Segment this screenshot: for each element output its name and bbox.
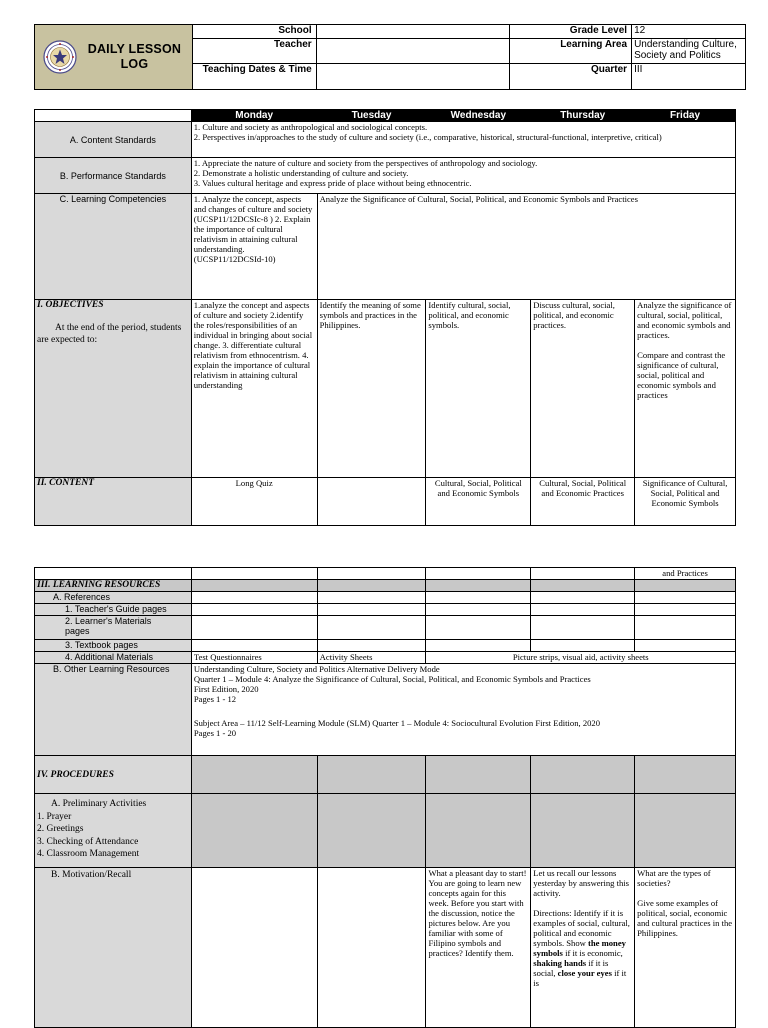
motivation-thursday: Let us recall our lessons yesterday by answering this activity. Directions: Identify if it is examples of social, cultural, political and economic symbols. Show the money symbols if it is economic, shaking hands if it is social, close your eyes if it is bbox=[531, 868, 635, 1028]
references-label: A. References bbox=[35, 592, 192, 604]
day-header-friday: Friday bbox=[635, 110, 736, 122]
learning-area-label: Learning Area bbox=[510, 39, 632, 63]
performance-standards-text: 1. Appreciate the nature of culture and society from the perspectives of anthropology and sociology. 2. Demonstrate a holistic understanding of culture and society. 3. Values cultural heritage and express pride of place without being ethnocentric. bbox=[191, 158, 735, 194]
learning-competencies-label: C. Learning Competencies bbox=[35, 194, 192, 300]
objectives-intro: At the end of the period, students are expected to: bbox=[37, 323, 182, 345]
objectives-wednesday: Identify cultural, social, political, and economic symbols. bbox=[426, 300, 531, 478]
teaching-dates-value bbox=[316, 63, 510, 89]
learning-resources-heading: III. LEARNING RESOURCES bbox=[35, 580, 192, 592]
tg-mon bbox=[191, 604, 317, 616]
procedures-tue bbox=[317, 756, 426, 794]
content-friday: Significance of Cultural, Social, Political and Economic Symbols bbox=[635, 478, 736, 526]
tg-fri bbox=[635, 604, 736, 616]
objectives-monday: 1.analyze the concept and aspects of culture and society 2.identify the roles/responsibilities of an individual in bringing about social change. 3. differentiate cultural relativism from ethnocentrism. 4. explain the importance of cultural relativism in attaining cultural understanding bbox=[191, 300, 317, 478]
resources-mon bbox=[191, 580, 317, 592]
preliminary-activities-label: A. Preliminary Activities 1. Prayer 2. Greetings 3. Checking of Attendance 4. Classroom Management bbox=[35, 794, 192, 868]
prelim-wed bbox=[426, 794, 531, 868]
lm-tue bbox=[317, 616, 426, 640]
continuation-wed bbox=[426, 568, 531, 580]
continuation-mon bbox=[191, 568, 317, 580]
resources-wed bbox=[426, 580, 531, 592]
additional-tuesday: Activity Sheets bbox=[317, 652, 426, 664]
textbook-thu bbox=[531, 640, 635, 652]
prelim-thu bbox=[531, 794, 635, 868]
tg-thu bbox=[531, 604, 635, 616]
additional-materials-label: 4. Additional Materials bbox=[35, 652, 192, 664]
day-header-thursday: Thursday bbox=[531, 110, 635, 122]
content-standards-text: 1. Culture and society as anthropological and sociological concepts. 2. Perspectives in/approaches to the study of culture and society (i.e., comparative, historical, structural-functional, interpretive, critical) bbox=[191, 122, 735, 158]
school-value bbox=[316, 25, 510, 39]
document-title: DAILY LESSON LOG bbox=[87, 42, 182, 71]
other-resources-label: B. Other Learning Resources bbox=[35, 664, 192, 756]
grade-level-label: Grade Level bbox=[510, 25, 632, 39]
prelim-mon bbox=[191, 794, 317, 868]
teacher-value bbox=[316, 39, 510, 63]
motivation-friday: What are the types of societies? Give some examples of political, social, economic and cultural practices in the Philippines. bbox=[635, 868, 736, 1028]
procedures-wed bbox=[426, 756, 531, 794]
procedures-heading: IV. PROCEDURES bbox=[35, 756, 192, 794]
continuation-thu bbox=[531, 568, 635, 580]
corner-cell bbox=[35, 110, 192, 122]
lm-wed bbox=[426, 616, 531, 640]
content-thursday: Cultural, Social, Political and Economic Practices bbox=[531, 478, 635, 526]
performance-standards-label: B. Performance Standards bbox=[35, 158, 192, 194]
textbook-label: 3. Textbook pages bbox=[35, 640, 192, 652]
objectives-label-cell bbox=[35, 300, 192, 478]
procedures-mon bbox=[191, 756, 317, 794]
other-resources-text: Understanding Culture, Society and Politics Alternative Delivery Mode Quarter 1 – Module 4: Analyze the Significance of Cultural, Social, Political, and Economic Symbols and Practices First Edition, 2020 Pages 1 - 12 Subject Area – 11/12 Self-Learning Module (SLM) Quarter 1 – Module 4: Sociocultural Evolution First Edition, 2020 Pages 1 - 20 bbox=[191, 664, 735, 756]
references-mon bbox=[191, 592, 317, 604]
learning-area-value: Understanding Culture, Society and Politics bbox=[632, 39, 746, 63]
resources-thu bbox=[531, 580, 635, 592]
learners-materials-label: 2. Learner's Materials pages bbox=[35, 616, 192, 640]
tg-tue bbox=[317, 604, 426, 616]
school-label: School bbox=[192, 25, 316, 39]
objectives-heading: I. OBJECTIVES bbox=[37, 300, 104, 310]
continuation-row-label bbox=[35, 568, 192, 580]
deped-seal-icon bbox=[43, 40, 77, 74]
procedures-fri bbox=[635, 756, 736, 794]
content-tuesday bbox=[317, 478, 426, 526]
content-friday-continued: and Practices bbox=[635, 568, 736, 580]
continuation-tue bbox=[317, 568, 426, 580]
teachers-guide-label: 1. Teacher's Guide pages bbox=[35, 604, 192, 616]
quarter-value: III bbox=[632, 63, 746, 89]
logo-cell bbox=[35, 25, 193, 90]
additional-wed-fri: Picture strips, visual aid, activity sheets bbox=[426, 652, 736, 664]
lesson-table-page2 bbox=[34, 567, 736, 1028]
grade-level-value: 12 bbox=[632, 25, 746, 39]
prelim-fri bbox=[635, 794, 736, 868]
content-heading: II. CONTENT bbox=[35, 478, 192, 526]
quarter-label: Quarter bbox=[510, 63, 632, 89]
teacher-label: Teacher bbox=[192, 39, 316, 63]
teaching-dates-label: Teaching Dates & Time bbox=[192, 63, 316, 89]
day-header-monday: Monday bbox=[191, 110, 317, 122]
header-table bbox=[34, 24, 746, 90]
lm-thu bbox=[531, 616, 635, 640]
competencies-tue-fri: Analyze the Significance of Cultural, Social, Political, and Economic Symbols and Practices bbox=[317, 194, 735, 300]
references-fri bbox=[635, 592, 736, 604]
textbook-wed bbox=[426, 640, 531, 652]
resources-fri bbox=[635, 580, 736, 592]
objectives-tuesday: Identify the meaning of some symbols and practices in the Philippines. bbox=[317, 300, 426, 478]
additional-monday: Test Questionnaires bbox=[191, 652, 317, 664]
content-wednesday: Cultural, Social, Political and Economic Symbols bbox=[426, 478, 531, 526]
tg-wed bbox=[426, 604, 531, 616]
lesson-table-page1 bbox=[34, 109, 736, 526]
prelim-tue bbox=[317, 794, 426, 868]
textbook-tue bbox=[317, 640, 426, 652]
lm-mon bbox=[191, 616, 317, 640]
motivation-recall-label: B. Motivation/Recall bbox=[35, 868, 192, 1028]
content-monday: Long Quiz bbox=[191, 478, 317, 526]
references-tue bbox=[317, 592, 426, 604]
objectives-thursday: Discuss cultural, social, political, and economic practices. bbox=[531, 300, 635, 478]
textbook-mon bbox=[191, 640, 317, 652]
day-header-wednesday: Wednesday bbox=[426, 110, 531, 122]
procedures-thu bbox=[531, 756, 635, 794]
motivation-mon bbox=[191, 868, 317, 1028]
references-wed bbox=[426, 592, 531, 604]
motivation-tue bbox=[317, 868, 426, 1028]
competencies-monday: 1. Analyze the concept, aspects and changes of culture and society (UCSP11/12DCSIc-8 ) 2. Explain the importance of cultural relativism in attaining cultural understanding. (UCSP11/12DCSId-10) bbox=[191, 194, 317, 300]
motivation-wednesday: What a pleasant day to start! You are going to learn new concepts again for this week. Before you start with the discussion, notice the pictures below. Are you familiar with some of Filipino symbols and practices? Identify them. bbox=[426, 868, 531, 1028]
day-header-tuesday: Tuesday bbox=[317, 110, 426, 122]
content-standards-label: A. Content Standards bbox=[35, 122, 192, 158]
resources-tue bbox=[317, 580, 426, 592]
textbook-fri bbox=[635, 640, 736, 652]
objectives-friday: Analyze the significance of cultural, social, political, and economic symbols and practices. Compare and contrast the significance of cultural, social, political and economic symbols and practices bbox=[635, 300, 736, 478]
references-thu bbox=[531, 592, 635, 604]
lm-fri bbox=[635, 616, 736, 640]
